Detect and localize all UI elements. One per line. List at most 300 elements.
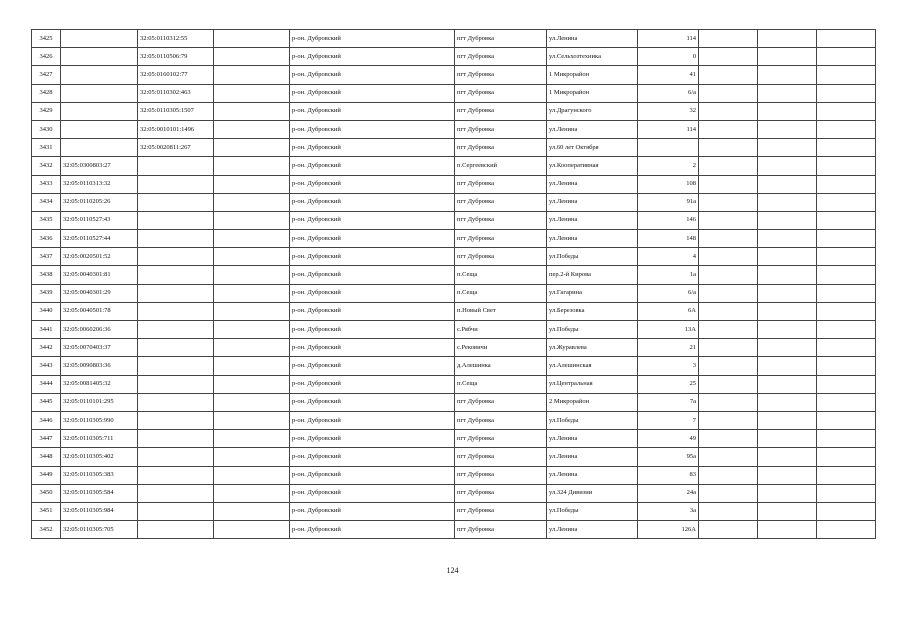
- street-cell: ул.Победы: [547, 502, 638, 520]
- district-cell: р-он. Дубровский: [290, 157, 455, 175]
- empty-cell: [699, 411, 758, 429]
- empty-cell: [758, 175, 817, 193]
- cadastral-number-alt-cell: [138, 502, 214, 520]
- street-cell: ул.Ленина: [547, 120, 638, 138]
- street-cell: ул.Победы: [547, 248, 638, 266]
- empty-cell: [699, 284, 758, 302]
- empty-cell: [214, 230, 290, 248]
- empty-cell: [817, 139, 876, 157]
- cadastral-number-cell: 32:05:0081405:32: [61, 375, 138, 393]
- house-number-cell: 3: [638, 357, 699, 375]
- cadastral-number-cell: 32:05:0060206:36: [61, 321, 138, 339]
- empty-cell: [214, 393, 290, 411]
- district-cell: р-он. Дубровский: [290, 266, 455, 284]
- cadastral-number-cell: 32:05:0090803:36: [61, 357, 138, 375]
- cadastral-number-cell: [61, 84, 138, 102]
- empty-cell: [817, 248, 876, 266]
- street-cell: пер.2-й Кирова: [547, 266, 638, 284]
- cadastral-number-cell: 32:05:0110305:984: [61, 502, 138, 520]
- cadastral-number-cell: [61, 30, 138, 48]
- empty-cell: [214, 411, 290, 429]
- district-cell: р-он. Дубровский: [290, 120, 455, 138]
- row-number-cell: 3435: [32, 211, 61, 229]
- table-row: [32, 521, 876, 539]
- empty-cell: [214, 84, 290, 102]
- registry-table-body: [32, 30, 876, 539]
- cadastral-number-cell: 32:05:0300803:27: [61, 157, 138, 175]
- house-number-cell: 146: [638, 211, 699, 229]
- empty-cell: [699, 157, 758, 175]
- house-number-cell: 1а: [638, 266, 699, 284]
- empty-cell: [758, 266, 817, 284]
- empty-cell: [817, 102, 876, 120]
- settlement-cell: пгт Дубровка: [455, 48, 547, 66]
- empty-cell: [758, 448, 817, 466]
- settlement-cell: пгт Дубровка: [455, 411, 547, 429]
- table-row: [32, 357, 876, 375]
- district-cell: р-он. Дубровский: [290, 66, 455, 84]
- cadastral-number-alt-cell: [138, 411, 214, 429]
- settlement-cell: пгт Дубровка: [455, 120, 547, 138]
- table-row: [32, 30, 876, 48]
- table-row: [32, 484, 876, 502]
- empty-cell: [214, 102, 290, 120]
- table-row: [32, 411, 876, 429]
- empty-cell: [214, 502, 290, 520]
- table-row: [32, 48, 876, 66]
- row-number-cell: 3426: [32, 48, 61, 66]
- empty-cell: [699, 30, 758, 48]
- settlement-cell: пгт Дубровка: [455, 448, 547, 466]
- empty-cell: [699, 448, 758, 466]
- settlement-cell: с.Рековичи: [455, 339, 547, 357]
- house-number-cell: 7: [638, 411, 699, 429]
- row-number-cell: 3443: [32, 357, 61, 375]
- house-number-cell: 95а: [638, 448, 699, 466]
- row-number-cell: 3436: [32, 230, 61, 248]
- row-number-cell: 3441: [32, 321, 61, 339]
- page-number: 124: [446, 566, 459, 575]
- empty-cell: [699, 393, 758, 411]
- street-cell: ул.Гагарина: [547, 284, 638, 302]
- cadastral-number-alt-cell: [138, 393, 214, 411]
- house-number-cell: 148: [638, 230, 699, 248]
- table-row: [32, 266, 876, 284]
- table-row: [32, 230, 876, 248]
- cadastral-number-cell: 32:05:0020501:52: [61, 248, 138, 266]
- empty-cell: [214, 193, 290, 211]
- house-number-cell: 49: [638, 430, 699, 448]
- table-row: [32, 448, 876, 466]
- empty-cell: [214, 120, 290, 138]
- cadastral-number-cell: 32:05:0110305:711: [61, 430, 138, 448]
- settlement-cell: пгт Дубровка: [455, 393, 547, 411]
- cadastral-number-alt-cell: [138, 248, 214, 266]
- row-number-cell: 3442: [32, 339, 61, 357]
- settlement-cell: пгт Дубровка: [455, 502, 547, 520]
- table-row: [32, 466, 876, 484]
- empty-cell: [758, 466, 817, 484]
- empty-cell: [758, 193, 817, 211]
- row-number-cell: 3447: [32, 430, 61, 448]
- cadastral-number-alt-cell: [138, 466, 214, 484]
- cadastral-number-cell: 32:05:0110527:44: [61, 230, 138, 248]
- empty-cell: [817, 448, 876, 466]
- empty-cell: [699, 248, 758, 266]
- street-cell: ул.Ленина: [547, 193, 638, 211]
- empty-cell: [699, 84, 758, 102]
- empty-cell: [817, 84, 876, 102]
- cadastral-number-cell: 32:05:0110305:705: [61, 521, 138, 539]
- district-cell: р-он. Дубровский: [290, 30, 455, 48]
- empty-cell: [214, 139, 290, 157]
- empty-cell: [699, 375, 758, 393]
- row-number-cell: 3432: [32, 157, 61, 175]
- house-number-cell: 4: [638, 248, 699, 266]
- district-cell: р-он. Дубровский: [290, 102, 455, 120]
- empty-cell: [699, 211, 758, 229]
- empty-cell: [699, 466, 758, 484]
- district-cell: р-он. Дубровский: [290, 248, 455, 266]
- table-row: [32, 321, 876, 339]
- table-row: [32, 66, 876, 84]
- empty-cell: [699, 139, 758, 157]
- empty-cell: [817, 484, 876, 502]
- cadastral-number-alt-cell: 32:05:0110302:463: [138, 84, 214, 102]
- cadastral-number-alt-cell: [138, 448, 214, 466]
- row-number-cell: 3448: [32, 448, 61, 466]
- row-number-cell: 3449: [32, 466, 61, 484]
- row-number-cell: 3444: [32, 375, 61, 393]
- district-cell: р-он. Дубровский: [290, 339, 455, 357]
- empty-cell: [817, 357, 876, 375]
- empty-cell: [214, 48, 290, 66]
- empty-cell: [214, 66, 290, 84]
- empty-cell: [214, 321, 290, 339]
- empty-cell: [758, 139, 817, 157]
- settlement-cell: пгт Дубровка: [455, 430, 547, 448]
- empty-cell: [817, 30, 876, 48]
- table-row: [32, 248, 876, 266]
- row-number-cell: 3428: [32, 84, 61, 102]
- empty-cell: [758, 248, 817, 266]
- empty-cell: [699, 302, 758, 320]
- house-number-cell: 0: [638, 48, 699, 66]
- street-cell: ул.324 Дивизии: [547, 484, 638, 502]
- cadastral-number-cell: 32:05:0110305:990: [61, 411, 138, 429]
- house-number-cell: 2: [638, 157, 699, 175]
- empty-cell: [758, 357, 817, 375]
- settlement-cell: пгт Дубровка: [455, 248, 547, 266]
- table-row: [32, 502, 876, 520]
- district-cell: р-он. Дубровский: [290, 230, 455, 248]
- settlement-cell: пгт Дубровка: [455, 175, 547, 193]
- empty-cell: [699, 48, 758, 66]
- empty-cell: [758, 66, 817, 84]
- cadastral-number-alt-cell: 32:05:0010101:1496: [138, 120, 214, 138]
- cadastral-number-cell: 32:05:0040301:81: [61, 266, 138, 284]
- empty-cell: [817, 411, 876, 429]
- empty-cell: [214, 248, 290, 266]
- row-number-cell: 3437: [32, 248, 61, 266]
- empty-cell: [758, 230, 817, 248]
- empty-cell: [817, 48, 876, 66]
- house-number-cell: 13А: [638, 321, 699, 339]
- street-cell: ул.Центральная: [547, 375, 638, 393]
- district-cell: р-он. Дубровский: [290, 502, 455, 520]
- empty-cell: [758, 393, 817, 411]
- street-cell: ул.Ленина: [547, 521, 638, 539]
- empty-cell: [214, 30, 290, 48]
- empty-cell: [817, 339, 876, 357]
- settlement-cell: пгт Дубровка: [455, 66, 547, 84]
- settlement-cell: пгт Дубровка: [455, 193, 547, 211]
- empty-cell: [817, 157, 876, 175]
- table-row: [32, 211, 876, 229]
- district-cell: р-он. Дубровский: [290, 211, 455, 229]
- empty-cell: [758, 211, 817, 229]
- table-row: [32, 339, 876, 357]
- empty-cell: [214, 284, 290, 302]
- table-row: [32, 375, 876, 393]
- cadastral-number-cell: 32:05:0110305:402: [61, 448, 138, 466]
- settlement-cell: пгт Дубровка: [455, 30, 547, 48]
- cadastral-number-cell: [61, 120, 138, 138]
- house-number-cell: 126А: [638, 521, 699, 539]
- cadastral-number-alt-cell: [138, 357, 214, 375]
- cadastral-number-alt-cell: [138, 302, 214, 320]
- district-cell: р-он. Дубровский: [290, 521, 455, 539]
- house-number-cell: [638, 139, 699, 157]
- table-row: [32, 302, 876, 320]
- empty-cell: [817, 193, 876, 211]
- street-cell: 2 Микрорайон: [547, 393, 638, 411]
- cadastral-number-alt-cell: [138, 157, 214, 175]
- empty-cell: [214, 484, 290, 502]
- cadastral-number-alt-cell: [138, 321, 214, 339]
- registry-table: [31, 29, 876, 539]
- house-number-cell: 6А: [638, 302, 699, 320]
- empty-cell: [758, 157, 817, 175]
- cadastral-number-cell: 32:05:0110101:295: [61, 393, 138, 411]
- empty-cell: [758, 484, 817, 502]
- house-number-cell: 32: [638, 102, 699, 120]
- house-number-cell: 6/а: [638, 284, 699, 302]
- house-number-cell: 21: [638, 339, 699, 357]
- table-row: [32, 284, 876, 302]
- empty-cell: [817, 284, 876, 302]
- cadastral-number-alt-cell: [138, 484, 214, 502]
- empty-cell: [817, 175, 876, 193]
- district-cell: р-он. Дубровский: [290, 302, 455, 320]
- empty-cell: [758, 430, 817, 448]
- empty-cell: [214, 302, 290, 320]
- street-cell: ул.Ленина: [547, 448, 638, 466]
- empty-cell: [214, 266, 290, 284]
- district-cell: р-он. Дубровский: [290, 193, 455, 211]
- empty-cell: [699, 193, 758, 211]
- row-number-cell: 3429: [32, 102, 61, 120]
- district-cell: р-он. Дубровский: [290, 484, 455, 502]
- settlement-cell: п.Новый Свет: [455, 302, 547, 320]
- empty-cell: [758, 284, 817, 302]
- settlement-cell: п.Сеща: [455, 266, 547, 284]
- district-cell: р-он. Дубровский: [290, 375, 455, 393]
- empty-cell: [214, 211, 290, 229]
- empty-cell: [699, 502, 758, 520]
- street-cell: ул.60 лет Октября: [547, 139, 638, 157]
- street-cell: 1 Микрорайон: [547, 84, 638, 102]
- table-row: [32, 193, 876, 211]
- empty-cell: [699, 430, 758, 448]
- empty-cell: [699, 357, 758, 375]
- empty-cell: [817, 302, 876, 320]
- district-cell: р-он. Дубровский: [290, 393, 455, 411]
- empty-cell: [214, 339, 290, 357]
- empty-cell: [214, 375, 290, 393]
- empty-cell: [699, 521, 758, 539]
- empty-cell: [214, 357, 290, 375]
- district-cell: р-он. Дубровский: [290, 466, 455, 484]
- empty-cell: [699, 266, 758, 284]
- settlement-cell: пгт Дубровка: [455, 230, 547, 248]
- empty-cell: [817, 466, 876, 484]
- settlement-cell: пгт Дубровка: [455, 139, 547, 157]
- empty-cell: [699, 102, 758, 120]
- street-cell: ул.Журавлева: [547, 339, 638, 357]
- row-number-cell: 3434: [32, 193, 61, 211]
- table-row: [32, 393, 876, 411]
- cadastral-number-alt-cell: [138, 175, 214, 193]
- table-row: [32, 139, 876, 157]
- empty-cell: [758, 411, 817, 429]
- house-number-cell: 24а: [638, 484, 699, 502]
- cadastral-number-cell: 32:05:0110205:26: [61, 193, 138, 211]
- empty-cell: [817, 211, 876, 229]
- table-row: [32, 157, 876, 175]
- cadastral-number-alt-cell: 32:05:0160102:77: [138, 66, 214, 84]
- house-number-cell: 114: [638, 30, 699, 48]
- district-cell: р-он. Дубровский: [290, 430, 455, 448]
- settlement-cell: п.Сергеевский: [455, 157, 547, 175]
- row-number-cell: 3431: [32, 139, 61, 157]
- settlement-cell: пгт Дубровка: [455, 466, 547, 484]
- empty-cell: [758, 502, 817, 520]
- district-cell: р-он. Дубровский: [290, 321, 455, 339]
- empty-cell: [817, 430, 876, 448]
- empty-cell: [699, 175, 758, 193]
- settlement-cell: п.Сеща: [455, 375, 547, 393]
- house-number-cell: 3а: [638, 502, 699, 520]
- row-number-cell: 3440: [32, 302, 61, 320]
- row-number-cell: 3427: [32, 66, 61, 84]
- empty-cell: [214, 448, 290, 466]
- empty-cell: [758, 102, 817, 120]
- empty-cell: [758, 120, 817, 138]
- cadastral-number-alt-cell: 32:05:0020811:267: [138, 139, 214, 157]
- empty-cell: [817, 230, 876, 248]
- cadastral-number-alt-cell: [138, 230, 214, 248]
- cadastral-number-alt-cell: 32:05:0110305:1507: [138, 102, 214, 120]
- empty-cell: [214, 175, 290, 193]
- street-cell: ул.Сельхозтехника: [547, 48, 638, 66]
- empty-cell: [699, 484, 758, 502]
- row-number-cell: 3438: [32, 266, 61, 284]
- table-row: [32, 102, 876, 120]
- street-cell: 1 Микрорайон: [547, 66, 638, 84]
- cadastral-number-cell: [61, 48, 138, 66]
- row-number-cell: 3451: [32, 502, 61, 520]
- cadastral-number-cell: 32:05:0070403:37: [61, 339, 138, 357]
- settlement-cell: с.Рябчи: [455, 321, 547, 339]
- cadastral-number-alt-cell: [138, 521, 214, 539]
- table-row: [32, 84, 876, 102]
- district-cell: р-он. Дубровский: [290, 448, 455, 466]
- table-row: [32, 120, 876, 138]
- house-number-cell: 91а: [638, 193, 699, 211]
- cadastral-number-alt-cell: [138, 284, 214, 302]
- empty-cell: [758, 521, 817, 539]
- street-cell: ул.Драгунского: [547, 102, 638, 120]
- settlement-cell: пгт Дубровка: [455, 484, 547, 502]
- street-cell: ул.Победы: [547, 411, 638, 429]
- street-cell: ул.Ленина: [547, 30, 638, 48]
- empty-cell: [758, 302, 817, 320]
- empty-cell: [817, 120, 876, 138]
- empty-cell: [817, 266, 876, 284]
- table-row: [32, 430, 876, 448]
- street-cell: ул.Ленина: [547, 466, 638, 484]
- settlement-cell: пгт Дубровка: [455, 521, 547, 539]
- cadastral-number-alt-cell: [138, 430, 214, 448]
- street-cell: ул.Ленина: [547, 175, 638, 193]
- empty-cell: [817, 502, 876, 520]
- empty-cell: [699, 230, 758, 248]
- district-cell: р-он. Дубровский: [290, 175, 455, 193]
- row-number-cell: 3446: [32, 411, 61, 429]
- row-number-cell: 3430: [32, 120, 61, 138]
- row-number-cell: 3445: [32, 393, 61, 411]
- street-cell: ул.Кооперативная: [547, 157, 638, 175]
- row-number-cell: 3439: [32, 284, 61, 302]
- settlement-cell: пгт Дубровка: [455, 102, 547, 120]
- empty-cell: [817, 66, 876, 84]
- street-cell: ул.Ленина: [547, 230, 638, 248]
- row-number-cell: 3450: [32, 484, 61, 502]
- street-cell: ул.Ленина: [547, 211, 638, 229]
- cadastral-number-alt-cell: [138, 339, 214, 357]
- empty-cell: [758, 48, 817, 66]
- district-cell: р-он. Дубровский: [290, 139, 455, 157]
- empty-cell: [214, 430, 290, 448]
- street-cell: ул.Березовка: [547, 302, 638, 320]
- row-number-cell: 3452: [32, 521, 61, 539]
- empty-cell: [817, 393, 876, 411]
- cadastral-number-alt-cell: 32:05:0110312:55: [138, 30, 214, 48]
- cadastral-number-cell: [61, 66, 138, 84]
- empty-cell: [214, 466, 290, 484]
- cadastral-number-cell: [61, 139, 138, 157]
- empty-cell: [699, 339, 758, 357]
- empty-cell: [817, 321, 876, 339]
- cadastral-number-alt-cell: [138, 266, 214, 284]
- district-cell: р-он. Дубровский: [290, 48, 455, 66]
- empty-cell: [699, 66, 758, 84]
- house-number-cell: 83: [638, 466, 699, 484]
- district-cell: р-он. Дубровский: [290, 84, 455, 102]
- street-cell: ул.Алешинская: [547, 357, 638, 375]
- empty-cell: [817, 375, 876, 393]
